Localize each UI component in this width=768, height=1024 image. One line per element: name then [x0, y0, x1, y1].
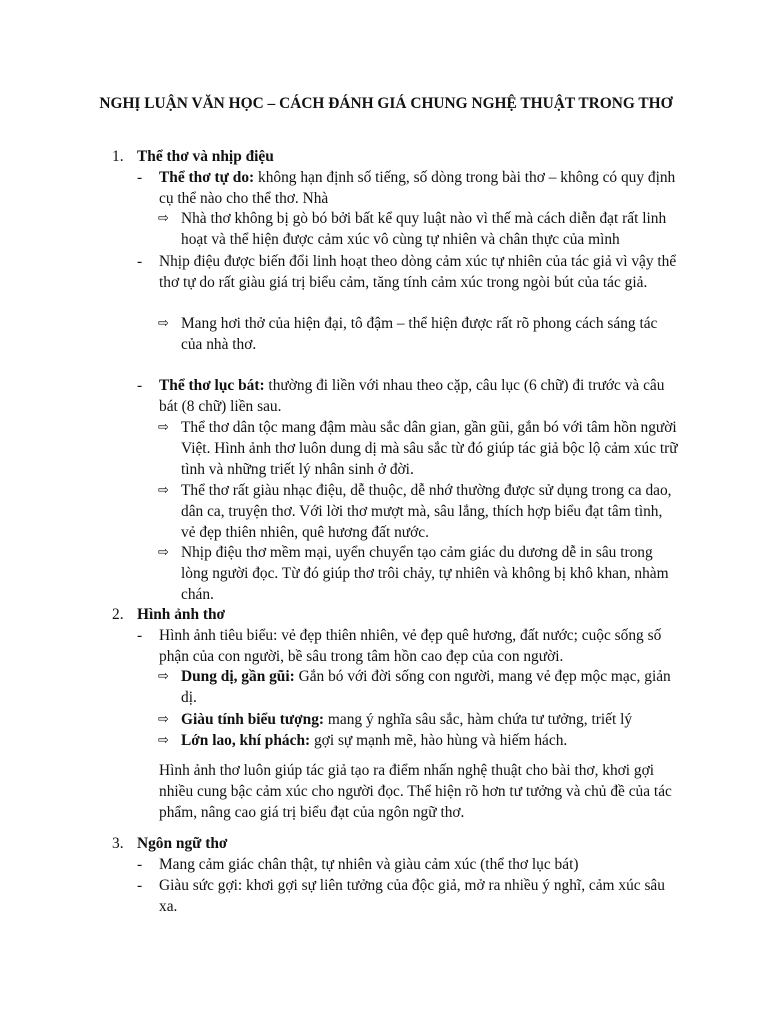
sub-list-item [181, 709, 679, 730]
arrow-bullet-icon: ⇨ [158, 545, 169, 560]
dash-bullet: - [137, 253, 143, 270]
arrow-bullet-icon: ⇨ [158, 733, 169, 748]
list-item: Nhịp điệu được biến đổi linh hoạt theo dòng cảm xúc tự nhiên của tác giả vì vậy thể thơ tự do rất giàu giá trị biểu cảm, tăng tính cảm xúc trong ngòi bút của tác giả. [159, 253, 677, 291]
item-text: mang ý nghĩa sâu sắc, hàm chứa tư tưởng, triết lý [324, 711, 633, 728]
item-text: không hạn định số tiếng, số dòng trong bài thơ – không có quy định cụ thể nào cho thể thơ. Nhà [159, 169, 676, 207]
sub-list-item: Thể thơ dân tộc mang đậm màu sắc dân gian, gần gũi, gắn bó với tâm hồn người Việt. Hình ảnh thơ luôn dung dị mà sâu sắc từ đó giúp tác giả bộc lộ cảm xúc trữ tình và những triết lý nhân sinh ở đời. [181, 419, 678, 478]
list-item [159, 375, 679, 417]
list-item: Giàu sức gợi: khơi gợi sự liên tưởng của độc giả, mở ra nhiều ý nghĩ, cảm xúc sâu xa. [159, 877, 665, 915]
dash-bullet: - [137, 169, 143, 186]
sub-list-item: Thể thơ rất giàu nhạc điệu, dễ thuộc, dễ nhớ thường được sử dụng trong ca dao, dân ca, truyện thơ. Với lời thơ mượt mà, sâu lắng, thích hợp biểu đạt tâm tình, vẻ đẹp thiên nhiên, quê hương đất nước. [181, 482, 672, 541]
arrow-bullet-icon: ⇨ [158, 483, 169, 498]
arrow-bullet-icon: ⇨ [158, 712, 169, 727]
section-number: 1. [112, 148, 124, 165]
arrow-bullet-icon: ⇨ [158, 420, 169, 435]
term-label: Lớn lao, khí phách: [181, 732, 311, 749]
section-number: 2. [112, 606, 124, 623]
arrow-bullet-icon: ⇨ [158, 316, 169, 331]
term-label: Thể thơ lục bát: [159, 377, 265, 394]
sub-list-item: Nhịp điệu thơ mềm mại, uyển chuyển tạo cảm giác du dương dễ in sâu trong lòng người đọc. Từ đó giúp thơ trôi chảy, tự nhiên và không bị khô khan, nhàm chán. [181, 544, 669, 603]
section-number: 3. [112, 835, 124, 852]
item-text: thường đi liền với nhau theo cặp, câu lục (6 chữ) đi trước và câu bát (8 chữ) liền sau. [159, 377, 665, 415]
section-heading: Hình ảnh thơ [137, 606, 226, 623]
section-heading: Ngôn ngữ thơ [137, 835, 228, 852]
list-item: Mang cảm giác chân thật, tự nhiên và giàu cảm xúc (thể thơ lục bát) [159, 856, 579, 873]
item-text: gợi sự mạnh mẽ, hào hùng và hiếm hách. [310, 732, 568, 749]
dash-bullet: - [137, 856, 143, 873]
paragraph: Hình ảnh thơ luôn giúp tác giả tạo ra điểm nhấn nghệ thuật cho bài thơ, khơi gợi nhiều cung bậc cảm xúc cho người đọc. Thể hiện rõ hơn tư tưởng và chủ đề của tác phẩm, nâng cao giá trị biểu đạt của ngôn ngữ thơ. [159, 762, 672, 821]
list-item [159, 167, 679, 209]
list-item: Hình ảnh tiêu biểu: vẻ đẹp thiên nhiên, vẻ đẹp quê hương, đất nước; cuộc sống số phận của con người, bề sâu trong tâm hồn cao đẹp của con người. [159, 627, 662, 665]
arrow-bullet-icon: ⇨ [158, 211, 169, 226]
item-text: Gắn bó với đời sống con người, mang vẻ đẹp mộc mạc, giản dị. [181, 668, 671, 706]
document-title: NGHỊ LUẬN VĂN HỌC – CÁCH ĐÁNH GIÁ CHUNG NGHỆ THUẬT TRONG THƠ [99, 95, 673, 112]
term-label: Thể thơ tự do: [159, 169, 255, 186]
term-label: Giàu tính biểu tượng: [181, 711, 325, 728]
term-label: Dung dị, gần gũi: [181, 668, 295, 685]
section-heading: Thể thơ và nhịp điệu [137, 148, 274, 165]
sub-list-item [181, 730, 679, 751]
dash-bullet: - [137, 377, 143, 394]
sub-list-item [181, 666, 679, 708]
dash-bullet: - [137, 877, 143, 894]
arrow-bullet-icon: ⇨ [158, 669, 169, 684]
dash-bullet: - [137, 627, 143, 644]
sub-list-item: Nhà thơ không bị gò bó bởi bất kể quy luật nào vì thế mà cách diễn đạt rất linh hoạt và thể hiện được cảm xúc vô cùng tự nhiên và chân thực của mình [181, 210, 667, 248]
sub-list-item: Mang hơi thở của hiện đại, tô đậm – thể hiện được rất rõ phong cách sáng tác của nhà thơ. [181, 315, 658, 353]
